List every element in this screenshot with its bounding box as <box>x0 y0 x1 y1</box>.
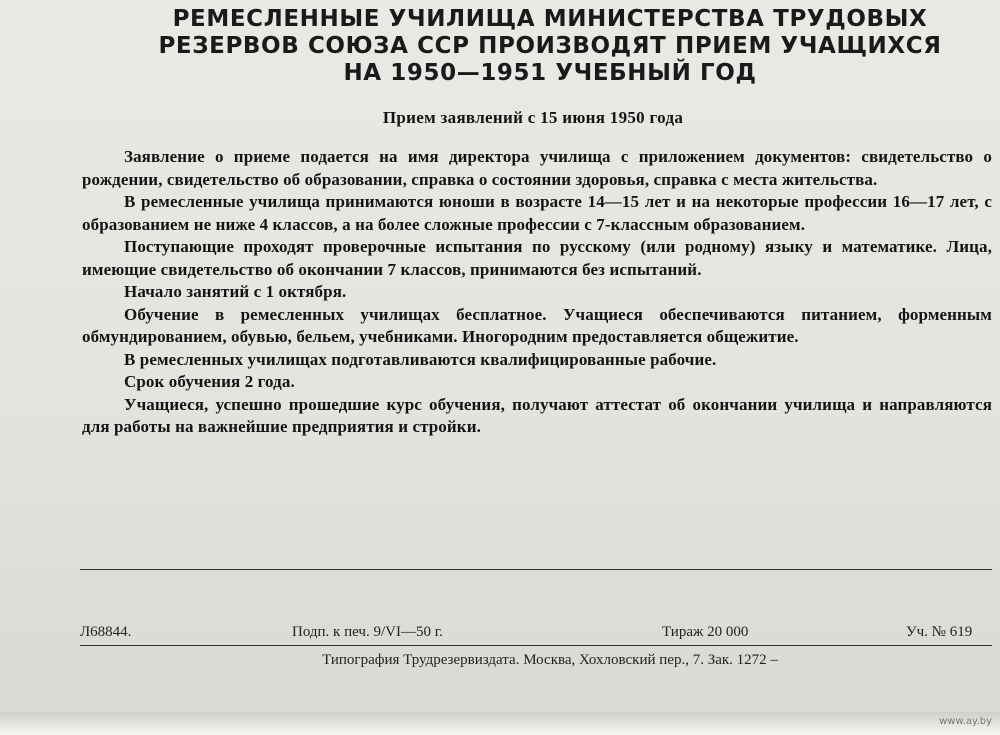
paper-edge <box>0 712 1000 735</box>
title-line-2: РЕЗЕРВОВ СОЮЗА ССР ПРОИЗВОДЯТ ПРИЕМ УЧАЩИХСЯ <box>158 33 942 59</box>
paragraph-start-date: Начало занятий с 1 октября. <box>124 282 347 301</box>
paragraph-qualified-workers: В ремесленных училищах подготавливаются квалифицированные рабочие. <box>124 349 717 369</box>
document-title <box>80 6 1000 87</box>
paragraph-free-education: Обучение в ремесленных училищах бесплатное. Учащиеся обеспечиваются питанием, форменным обмундированием, обувью, бельем, учебниками. Иногородним предоставляется общежитие. <box>82 304 992 346</box>
divider-upper <box>80 569 992 570</box>
imprint-order: Уч. № 619 <box>906 624 973 640</box>
document-body <box>82 146 992 439</box>
paragraph-duration: Срок обучения 2 года. <box>124 372 295 391</box>
printer-info: Типография Трудрезервиздата. Москва, Хохловский пер., 7. Зак. 1272 – <box>322 652 778 668</box>
watermark: www.ay.by <box>939 716 992 727</box>
imprint-signed: Подп. к печ. 9/VI—50 г. <box>292 624 443 640</box>
paragraph-graduation: Учащиеся, успешно прошедшие курс обучения, получают аттестат об окончании училища и направляются для работы на важнейшие предприятия и стройки. <box>82 394 992 436</box>
title-line-1: РЕМЕСЛЕННЫЕ УЧИЛИЩА МИНИСТЕРСТВА ТРУДОВЫХ <box>172 6 928 32</box>
paragraph-documents: Заявление о приеме подается на имя директора училища с приложением документов: свидетельство о рождении, свидетельство об образовании, справка о состоянии здоровья, справка с места жительства. <box>82 147 992 189</box>
title-line-3: НА 1950—1951 УЧЕБНЫЙ ГОД <box>343 60 757 86</box>
imprint-code: Л68844. <box>80 624 132 640</box>
paragraph-entrance-tests: Поступающие проходят проверочные испытания по русскому (или родному) языку и математике. Лица, имеющие свидетельство об окончании 7 классов, принимаются без испытаний. <box>82 237 992 279</box>
paragraph-admission-age: В ремесленные училища принимаются юноши в возрасте 14—15 лет и на некоторые профессии 16—17 лет, с образованием не ниже 4 классов, а на более сложные профессии с 7-классным образованием. <box>82 192 992 234</box>
divider-lower <box>80 645 992 646</box>
document-subtitle: Прием заявлений с 15 июня 1950 года <box>382 108 684 127</box>
imprint-run: Тираж 20 000 <box>662 624 749 640</box>
